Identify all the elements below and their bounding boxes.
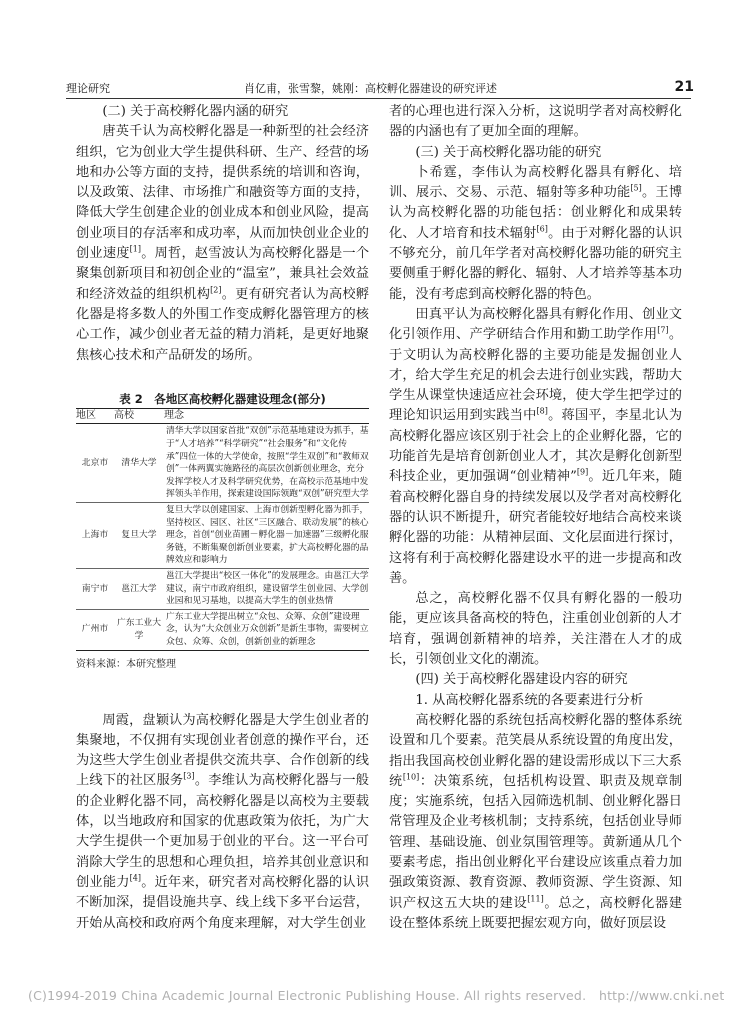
cell-concept: 复旦大学以创建国家、上海市创新型孵化器为抓手，坚持校区、园区、社区“三区融合、联动发展”的核心理念，首创“创业苗圃－孵化器－加速器”三级孵化服务链，不断集聚创新创业要素，扩大高校孵化器的品牌效应和影响力 (164, 503, 369, 569)
subsection-heading: 1. 从高校孵化器系统的各要素进行分析 (415, 692, 644, 708)
cell-school: 邕江大学 (114, 568, 164, 609)
citation[interactable]: [11] (527, 894, 544, 904)
copyright-footer: (C)1994-2019 China Academic Journal Electronic Publishing House. All rights reserved. http://www.cnki.net (28, 988, 725, 1003)
cell-region: 北京市 (76, 424, 114, 503)
table-row (76, 503, 369, 569)
table-header-concept: 理念 (164, 408, 369, 424)
table-title: 表 2 各地区高校孵化器建设理念(部分) (119, 391, 326, 406)
paragraph: 田真平认为高校孵化器具有孵化作用、创业文化引领作用、产学研结合作用和勤工助学作用[7]。于文明认为高校孵化器的主要功能是发掘创业人才，给大学生充足的机会去进行创业实践，帮助大学生从课堂快速适应社会环境，使大学生把学过的理论知识运用到实践当中[8]。蒋国平，李星北认为高校孵化器应该区别于社会上的企业孵化器，它的功能首先是培育创新创业人才，其次是孵化创新型科技企业，更加强调“创业精神”[9]。近几年来，随着高校孵化器自身的持续发展以及学者对高校孵化器的认识不断提升，研究者能较好地结合高校来谈孵化器的功能：从精神层面、文化层面进行探讨，这将有利于高校孵化器建设水平的进一步提高和改善。 (389, 306, 683, 586)
cell-school: 清华大学 (114, 424, 164, 503)
table-row (76, 424, 369, 503)
table-2 (76, 390, 369, 673)
header-rule (66, 98, 691, 99)
section-heading-2: (二) 关于高校孵化器内涵的研究 (102, 104, 289, 119)
citation[interactable]: [7] (657, 325, 669, 335)
paragraph: 唐英千认为高校孵化器是一种新型的社会经济组织，它为创业大学生提供科研、生产、经营的场地和办公等方面的支持，提供系统的培训和咨询，以及政策、法律、市场推广和融资等方面的支持，降低大学生创建企业的创业成本和创业风险，提高创业项目的存活率和成功率，从而加快创业企业的创业速度[1]。周哲，赵雪波认为高校孵化器是一个聚集创新项目和初创企业的“温室”，兼具社会效益和经济效益的组织机构[2]。更有研究者认为高校孵化器是将多数人的外围工作变成孵化器管理方的核心工作，减少创业者无益的精力消耗，是更好地聚焦核心技术和产品研发的场所。 (76, 124, 370, 363)
table-row (76, 609, 369, 650)
citation[interactable]: [8] (536, 407, 548, 417)
section-heading-3: (三) 关于高校孵化器功能的研究 (415, 144, 602, 160)
header-section: 理论研究 (66, 82, 110, 95)
citation[interactable]: [1] (129, 244, 141, 254)
cell-school: 广东工业大学 (117, 618, 161, 641)
right-column (389, 102, 682, 934)
cell-concept: 邕江大学提出“校区一体化”的发展理念。由邕江大学建议，南宁市政府组织，建设留学生创业园、大学创业园和见习基地，以提高大学生的创业热情 (164, 568, 369, 609)
paragraph: 高校孵化器的系统包括高校孵化器的整体系统设置和几个要素。范笑晨从系统设置的角度出发，指出我国高校创业孵化器的建设需形成以下三大系统[10]：决策系统，包括机构设置、职责及规章制度；实施系统，包括入园筛选机制、创业孵化器日常管理及企业考核机制；支持系统，包括创业导师管理、基础设施、创业氛围管理等。黄新通从几个要素考虑，指出创业孵化平台建设应该重点着力加强政策资源、教育资源、教师资源、学生资源、知识产权这五大块的建设[11]。总之，高校孵化器建设在整体系统上既要把握宏观方向，做好顶层设 (389, 712, 683, 931)
header-authors-title: 肖亿甫，张雪黎，姚刚：高校孵化器建设的研究评述 (244, 82, 497, 95)
section-heading-4: (四) 关于高校孵化器建设内容的研究 (415, 672, 628, 688)
cell-school: 复旦大学 (114, 503, 164, 569)
paragraph: 卜希霆，李伟认为高校孵化器具有孵化、培训、展示、交易、示范、辐射等多种功能[5]。王博认为高校孵化器的功能包括：创业孵化和成果转化、人才培育和技术辐射[6]。由于对孵化器的认识不够充分，前几年学者对高校孵化器功能的研究主要侧重于孵化器的孵化、辐射、人才培养等基本功能，没有考虑到高校孵化器的特色。 (389, 164, 683, 302)
running-header (66, 79, 694, 98)
citation[interactable]: [2] (210, 285, 222, 295)
table-source: 资料来源：本研究整理 (76, 658, 176, 670)
cell-region: 广州市 (81, 624, 109, 635)
table-header-school: 高校 (114, 408, 164, 424)
citation[interactable]: [9] (576, 467, 589, 477)
cell-region: 上海市 (76, 503, 114, 569)
concept-table (76, 408, 369, 651)
citation[interactable]: [5] (630, 183, 642, 193)
cell-concept: 清华大学以国家首批“双创”示范基地建设为抓手，基于“人才培养”“科学研究”“社会服务”和“文化传承”四位一体的大学使命，按照“学生双创”和“教师双创”一体两翼实施路径的高层次创新创业理念，充分发挥学校人才及科学研究优势，在高校示范基地中发挥领头羊作用，探索建设国际领跑“双创”研究型大学 (164, 424, 369, 503)
table-row (76, 568, 369, 609)
page-number: 21 (674, 79, 694, 95)
paragraph: 总之，高校孵化器不仅具有孵化器的一般功能，更应该具备高校的特色，注重创业创新的人才培育，强调创新精神的培养，关注潜在人才的成长，引领创业文化的潮流。 (389, 591, 682, 668)
citation[interactable]: [6] (536, 224, 548, 234)
left-column (76, 102, 369, 934)
paragraph: 周霞，盘颖认为高校孵化器是大学生创业者的集聚地，不仅拥有实现创业者创意的操作平台，还为这些大学生创业者提供交流共享、合作创新的线上线下的社区服务[3]。李维认为高校孵化器与一般的企业孵化器不同，高校孵化器是以高校为主要载体，以当地政府和国家的优惠政策为依托，为广大大学生提供一个更加易于创业的平台。这一平台可消除大学生的思想和心理负担，培养其创业意识和创业能力[4]。近年来，研究者对高校孵化器的认识不断加深，提倡设施共享、线上线下多平台运营，开始从高校和政府两个角度来理解，对大学生创业 (76, 712, 370, 931)
cell-concept: 广东工业大学提出树立“众包、众筹、众创”建设理念，认为“大众创业万众创新”是新生事物，需要树立众包、众筹、众创，创新创业的新理念 (166, 611, 369, 647)
table-header-region: 地区 (76, 408, 114, 424)
cell-region: 南宁市 (76, 568, 114, 609)
citation[interactable]: [3] (183, 772, 195, 782)
citation[interactable]: [10] (402, 772, 420, 782)
citation[interactable]: [4] (129, 873, 141, 883)
paragraph: 者的心理也进行深入分析，这说明学者对高校孵化器的内涵也有了更加全面的理解。 (389, 104, 682, 140)
